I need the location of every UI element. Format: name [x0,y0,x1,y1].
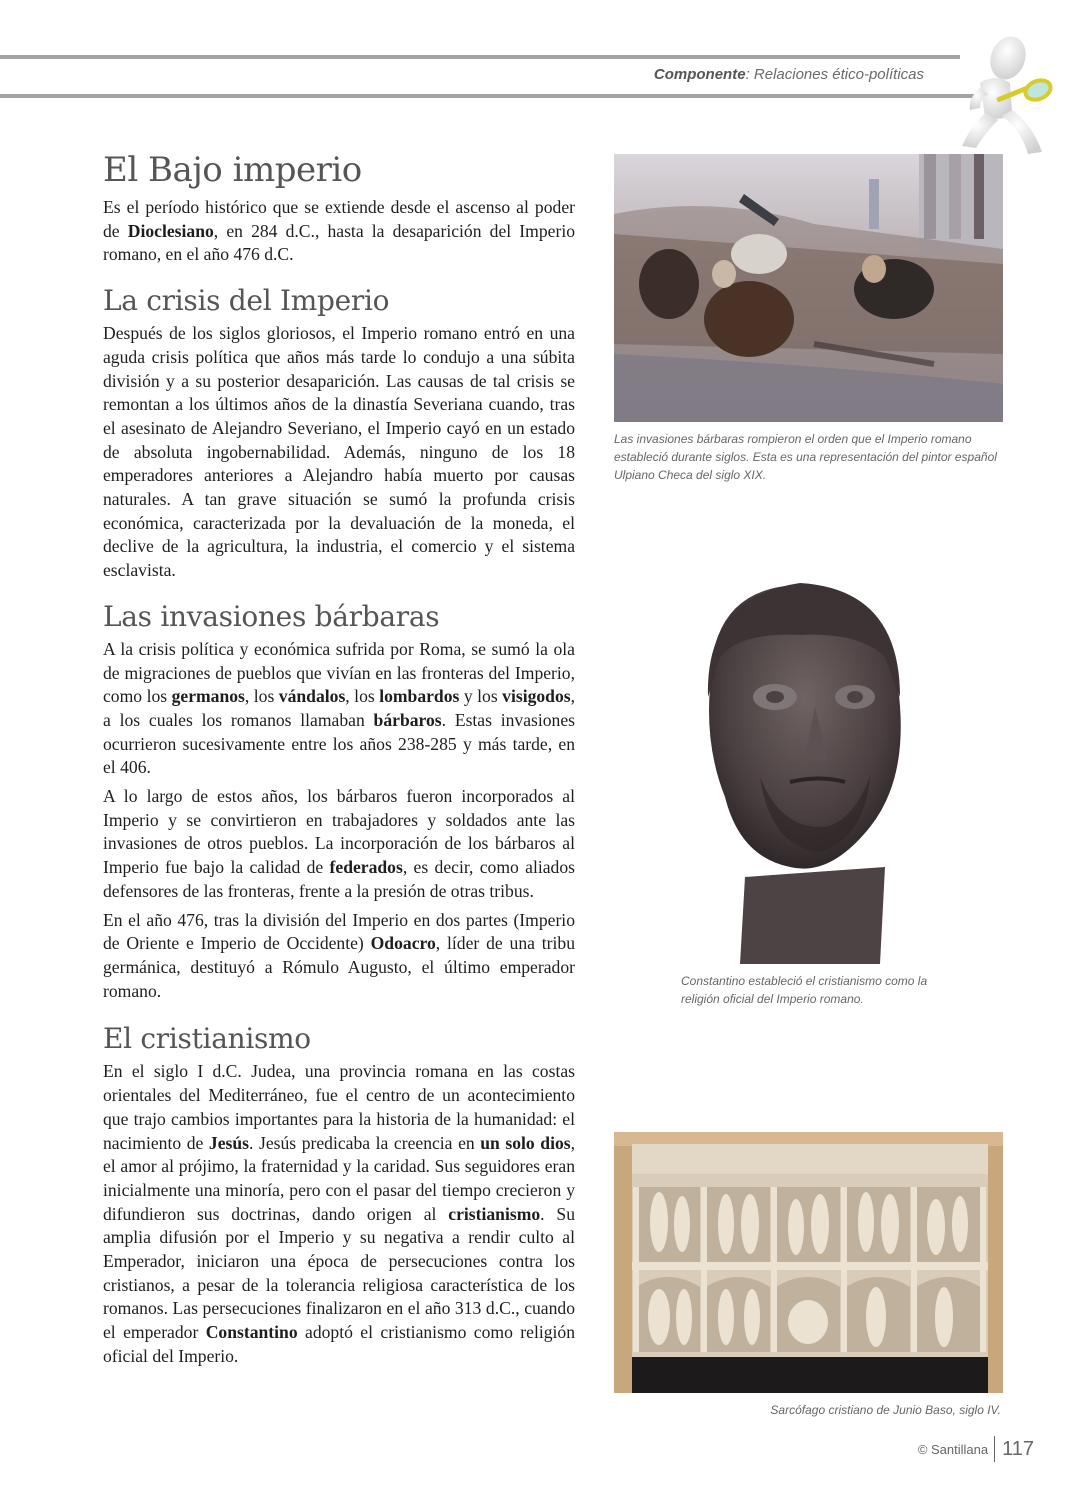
bold-term: cristianismo [448,1203,541,1224]
bold-term: Constantino [205,1322,298,1343]
painting-caption: Las invasiones bárbaras rompieron el orden que el Imperio romano estableció durante siglos. Esta es una representación del pintor español Ulpiano Checa del siglo XIX. [614,432,997,482]
header-rule-top [0,55,960,59]
sarcophagus-image [614,1132,1003,1393]
bold-term: un solo dios [480,1132,571,1153]
sarcophagus-caption: Sarcófago cristiano de Junio Baso, siglo IV. [770,1403,1001,1417]
cristianismo-paragraph: En el siglo I d.C. Judea, una provincia romana en las costas orientales del Mediterráneo, fue el centro de un acontecimiento que trajo cambios importantes para la historia de la humanidad: el nacimiento de Jesús. Jesús predicaba la creencia en un solo dios, el amor al prójimo, la fraternidad y la caridad. Sus seguidores eran inicialmente una minoría, pero con el pasar del tiempo crecieron y difundieron sus doctrinas, dando origen al cristianismo. Su amplia difusión por el Imperio y su negativa a rendir culto al Emperador, iniciaron una época de persecuciones contra los cristianos, a pesar de la tolerancia religiosa característica de los romanos. Las persecuciones finalizaron en el año 313 d.C., cuando el emperador Constantino adoptó el cristianismo como religión oficial del Imperio. [103,1061,576,1366]
junius-bassus-sarcophagus [614,1132,1003,1393]
component-key: Componente [653,66,746,83]
footer-divider [994,1436,995,1462]
publisher-credit: © Santillana [917,1441,989,1457]
invasiones-paragraph-3: En el año 476, tras la división del Imperio en dos partes (Imperio de Oriente e Imperio de Occidente) Odoacro, líder de una tribu germánica, destituyó a Rómulo Augusto, el último emperador romano. [103,909,575,1001]
section-heading-crisis: La crisis del Imperio [103,284,390,318]
magnifier-figure-icon [940,28,1060,158]
section-heading-invasiones: Las invasiones bárbaras [103,599,440,633]
bold-term: federados [329,857,403,878]
bold-term: bárbaros [373,709,442,730]
crisis-paragraph: Después de los siglos gloriosos, el Imperio romano entró en una aguda crisis política que años más tarde lo condujo a una súbita división y a su posterior desaparición. Las causas de tal crisis se remontan a los últimos años de la dinastía Severiana cuando, tras el asesinato de Alejandro Severiano, el Imperio cayó en un estado de absoluta ingobernabilidad. Además, ninguno de los 18 emperadores anteriores a Alejandro había muerto por causas naturales. A tan grave situación se sumó la profunda crisis económica, caracterizada por la devaluación de la moneda, el declive de la agricultura, la industria, el comercio y el sistema esclavista. [103,323,575,581]
bold-term: Dioclesiano [127,220,214,241]
section-heading-cristianismo: El cristianismo [103,1022,311,1056]
page-title: El Bajo imperio [103,150,362,190]
constantine-bronze-head [680,577,925,964]
invasiones-paragraph-1: A la crisis política y económica sufrida por Roma, se sumó la ola de migraciones de pueblos que vivían en las fronteras del Imperio, como los germanos, los vándalos, los lombardos y los visigodos, a los cuales los romanos llamaban bárbaros. Estas invasiones ocurrieron sucesivamente entre los años 238-285 y más tarde, en el 406. [103,638,576,778]
main-text-column [103,148,575,1369]
component-value: Relaciones ético-políticas [753,66,924,83]
bold-term: Jesús [208,1132,250,1153]
intro-paragraph: Es el período histórico que se extiende desde el ascenso al poder de Dioclesiano, en 284 d.C., hasta la desaparición del Imperio romano, en el año 476 d.C. [103,197,576,265]
bold-term: vándalos [278,686,346,707]
header-rule-bottom [0,94,980,98]
page-number: 117 [1002,1437,1034,1460]
bronze-head-image [680,577,925,964]
barbarian-invasion-painting [614,154,1003,422]
bold-term: visigodos [502,686,571,707]
invasiones-paragraph-2: A lo largo de estos años, los bárbaros fueron incorporados al Imperio y se convirtieron en trabajadores y soldados ante las invasiones de otros pueblos. La incorporación de los bárbaros al Imperio fue bajo la calidad de federados, es decir, como aliados defensores de las fronteras, frente a la presión de otras tribus. [103,786,575,901]
bold-term: lombardos [379,686,460,707]
component-label: Componente: Relaciones ético-políticas [653,66,924,83]
painting-image [614,154,1003,422]
bronze-head-caption: Constantino estableció el cristianismo como la religión oficial del Imperio romano. [681,974,928,1006]
bold-term: germanos [171,686,245,707]
page-footer [918,1436,1034,1462]
bold-term: Odoacro [370,933,436,954]
